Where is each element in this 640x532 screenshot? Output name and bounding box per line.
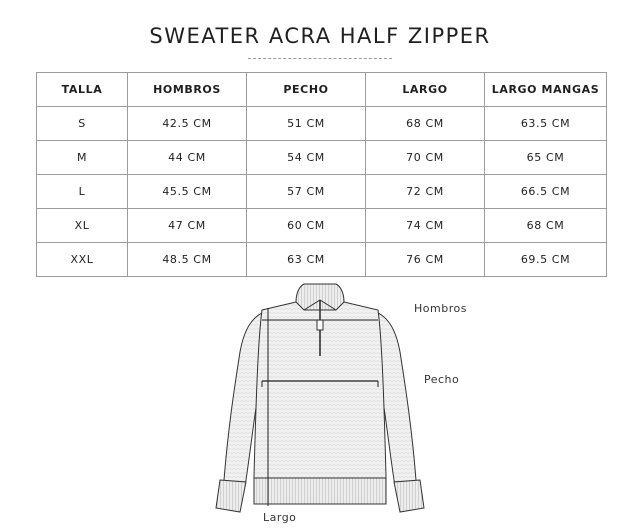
measurement-diagram bbox=[0, 280, 640, 528]
cell-pecho: 63 CM bbox=[247, 243, 366, 277]
cell-talla: S bbox=[37, 107, 128, 141]
table-row bbox=[37, 141, 607, 175]
header-talla: TALLA bbox=[37, 73, 128, 107]
cell-pecho: 57 CM bbox=[247, 175, 366, 209]
header-hombros: HOMBROS bbox=[128, 73, 247, 107]
cell-largo-mangas: 69.5 CM bbox=[485, 243, 607, 277]
cell-talla: L bbox=[37, 175, 128, 209]
header-largo-mangas: LARGO MANGAS bbox=[485, 73, 607, 107]
cell-hombros: 45.5 CM bbox=[128, 175, 247, 209]
cell-largo: 70 CM bbox=[366, 141, 485, 175]
cell-pecho: 51 CM bbox=[247, 107, 366, 141]
cell-largo: 76 CM bbox=[366, 243, 485, 277]
largo-label: Largo bbox=[263, 511, 297, 524]
cell-hombros: 48.5 CM bbox=[128, 243, 247, 277]
cell-talla: XL bbox=[37, 209, 128, 243]
table-row bbox=[37, 243, 607, 277]
half-zip-sweater-icon bbox=[0, 280, 640, 528]
table-header-row bbox=[37, 73, 607, 107]
hombros-label: Hombros bbox=[414, 302, 467, 315]
cell-largo: 68 CM bbox=[366, 107, 485, 141]
cell-talla: M bbox=[37, 141, 128, 175]
title-divider bbox=[248, 58, 392, 59]
cell-largo-mangas: 66.5 CM bbox=[485, 175, 607, 209]
table-row bbox=[37, 175, 607, 209]
cell-hombros: 42.5 CM bbox=[128, 107, 247, 141]
page-title: SWEATER ACRA HALF ZIPPER bbox=[149, 24, 491, 48]
cell-pecho: 54 CM bbox=[247, 141, 366, 175]
size-table bbox=[36, 72, 607, 277]
cell-hombros: 47 CM bbox=[128, 209, 247, 243]
header-largo: LARGO bbox=[366, 73, 485, 107]
cell-largo-mangas: 63.5 CM bbox=[485, 107, 607, 141]
cell-hombros: 44 CM bbox=[128, 141, 247, 175]
cell-talla: XXL bbox=[37, 243, 128, 277]
cell-largo-mangas: 65 CM bbox=[485, 141, 607, 175]
pecho-label: Pecho bbox=[424, 373, 460, 386]
header-pecho: PECHO bbox=[247, 73, 366, 107]
cell-largo: 74 CM bbox=[366, 209, 485, 243]
cell-largo-mangas: 68 CM bbox=[485, 209, 607, 243]
cell-largo: 72 CM bbox=[366, 175, 485, 209]
cell-pecho: 60 CM bbox=[247, 209, 366, 243]
table-row bbox=[37, 209, 607, 243]
table-row bbox=[37, 107, 607, 141]
